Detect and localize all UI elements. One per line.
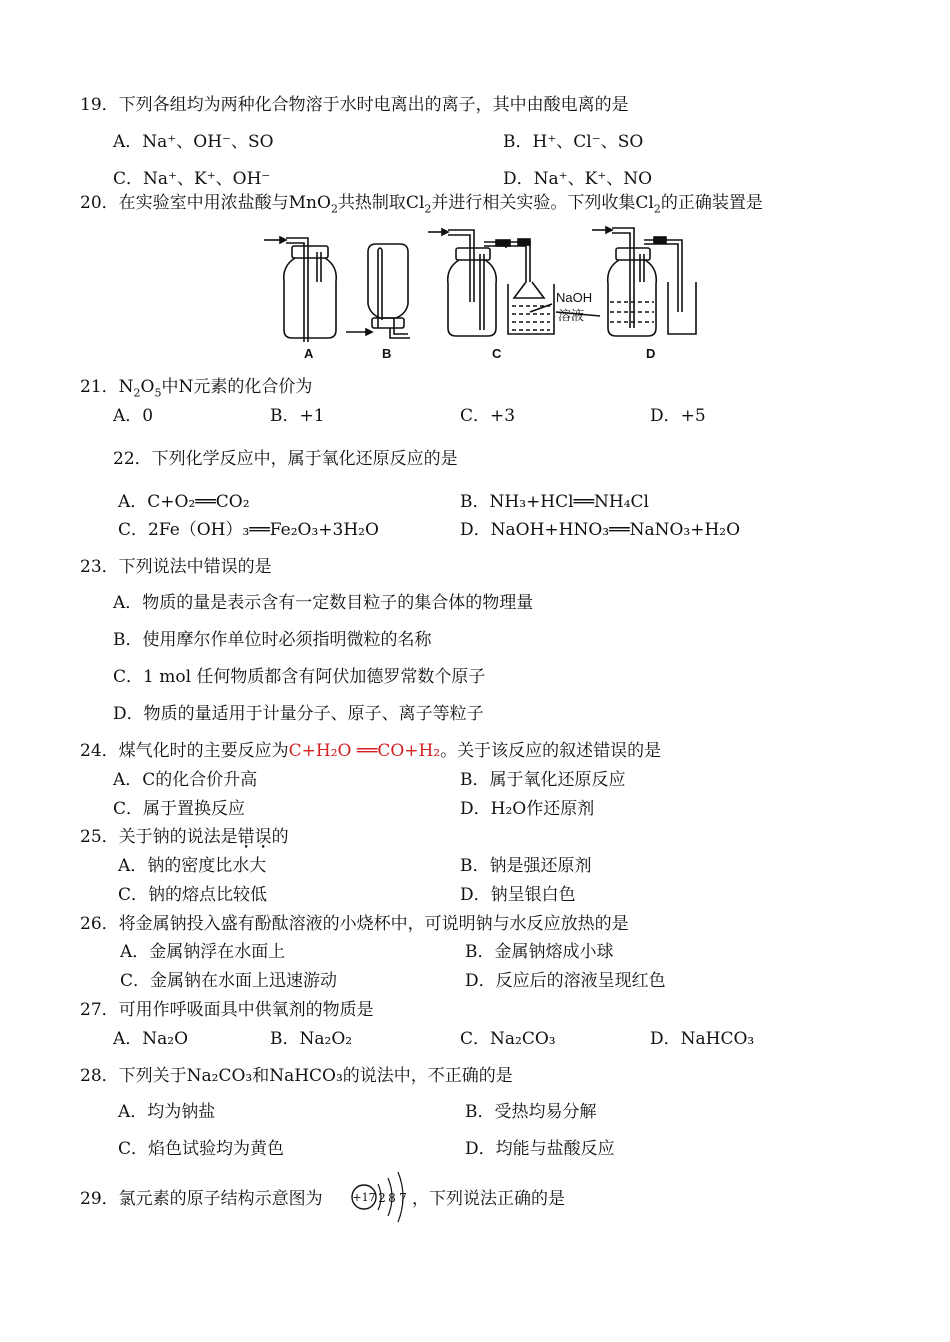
q26-option-a: A．金属钠浮在水面上 [120, 942, 286, 962]
q28-option-a: A．均为钠盐 [118, 1102, 216, 1122]
q23-option-b: B．使用摩尔作单位时必须指明微粒的名称 [113, 630, 432, 650]
q22-stem: 22．下列化学反应中，属于氧化还原反应的是 [113, 449, 458, 469]
q23-option-a: A．物质的量是表示含有一定数目粒子的集合体的物理量 [113, 593, 534, 613]
q26-stem: 26．将金属钠投入盛有酚酞溶液的小烧杯中，可说明钠与水反应放热的是 [80, 914, 629, 934]
apparatus-c [428, 229, 554, 336]
q22-option-c: C．2Fe（OH）₃══Fe₂O₃+3H₂O [118, 520, 379, 540]
q24-option-b: B．属于氧化还原反应 [460, 770, 626, 790]
q24-option-a: A．C的化合价升高 [113, 770, 258, 790]
q24-stem: 24．煤气化时的主要反应为C+H₂O ══CO+H₂。关于该反应的叙述错误的是 [80, 741, 662, 761]
q21-stem: 21．$N_2O_5$中N元素的化合价为 [80, 377, 313, 400]
q22-option-a: A．C+O₂══CO₂ [118, 492, 250, 512]
q27-stem: 27．可用作呼吸面具中供氧剂的物质是 [80, 1000, 374, 1020]
q28-stem: 28．下列关于Na₂CO₃和NaHCO₃的说法中，不正确的是 [80, 1066, 513, 1086]
q23-option-c: C．1 mol 任何物质都含有阿伏加德罗常数个原子 [113, 667, 486, 687]
q25-option-b: B．钠是强还原剂 [460, 856, 592, 876]
q28-option-b: B．受热均易分解 [465, 1102, 597, 1122]
q25-stem: 25．关于钠的说法是错误的 [80, 827, 289, 847]
shell-1-electrons: 2 [378, 1191, 386, 1205]
apparatus-a [264, 237, 336, 342]
q26-option-d: D．反应后的溶液呈现红色 [465, 971, 666, 991]
shell-3-electrons: 7 [399, 1191, 407, 1205]
solution-label: 溶液 [558, 308, 585, 323]
label-d: D [646, 346, 656, 361]
q24-option-d: D．H₂O作还原剂 [460, 799, 595, 819]
q19-option-a: A．Na⁺、OH⁻、SO [113, 132, 274, 152]
q22-option-b: B．NH₃+HCl══NH₄Cl [460, 492, 649, 512]
emphasis-char: 误 [254, 827, 272, 847]
q25-option-d: D．钠呈银白色 [460, 885, 576, 905]
q26-option-c: C．金属钠在水面上迅速游动 [120, 971, 338, 991]
q21-option-a: A．0 [113, 406, 154, 426]
chlorine-atom-structure-diagram [350, 1166, 410, 1228]
label-c: C [492, 346, 502, 361]
q29-stem-pre: 29．氯元素的原子结构示意图为 [80, 1189, 323, 1209]
q19-option-c: C．Na⁺、K⁺、OH⁻ [113, 169, 271, 189]
q26-option-b: B．金属钠熔成小球 [465, 942, 614, 962]
q29-stem-post: ，下列说法正确的是 [412, 1189, 565, 1209]
label-a: A [304, 346, 314, 361]
gas-collection-apparatus-diagram [260, 222, 700, 372]
q19-option-d: D．Na⁺、K⁺、NO [503, 169, 653, 189]
q27-option-c: C．Na₂CO₃ [460, 1029, 556, 1049]
apparatus-b [346, 244, 410, 338]
q27-option-b: B．Na₂O₂ [270, 1029, 353, 1049]
apparatus-d [592, 227, 696, 336]
q23-option-d: D．物质的量适用于计量分子、原子、离子等粒子 [113, 704, 484, 724]
q19-option-b: B．H⁺、Cl⁻、SO [503, 132, 644, 152]
q24-equation: C+H₂O ══CO+H₂ [288, 741, 441, 761]
q23-stem: 23．下列说法中错误的是 [80, 557, 272, 577]
emphasis-char: 错 [237, 827, 255, 847]
q21-option-d: D．+5 [650, 406, 706, 426]
q24-option-c: C．属于置换反应 [113, 799, 246, 819]
q25-option-c: C．钠的熔点比较低 [118, 885, 268, 905]
nucleus-charge: +17 [352, 1191, 376, 1204]
q27-option-d: D．NaHCO₃ [650, 1029, 755, 1049]
q28-option-c: C．焰色试验均为黄色 [118, 1139, 285, 1159]
naoh-label: NaOH [556, 290, 593, 305]
q21-option-c: C．+3 [460, 406, 516, 426]
q19-stem: 19．下列各组均为两种化合物溶于水时电离出的离子，其中由酸电离的是 [80, 95, 629, 115]
label-b: B [382, 346, 392, 361]
q22-option-d: D．NaOH+HNO₃══NaNO₃+H₂O [460, 520, 741, 540]
q21-option-b: B．+1 [270, 406, 325, 426]
shell-2-electrons: 8 [388, 1191, 396, 1205]
q20-stem: 20．在实验室中用浓盐酸与MnO$_2$共热制取$Cl_2$并进行相关实验。下列收集$Cl_2$的正确装置是 [80, 193, 763, 216]
q25-option-a: A．钠的密度比水大 [118, 856, 267, 876]
q28-option-d: D．均能与盐酸反应 [465, 1139, 615, 1159]
q27-option-a: A．Na₂O [113, 1029, 189, 1049]
